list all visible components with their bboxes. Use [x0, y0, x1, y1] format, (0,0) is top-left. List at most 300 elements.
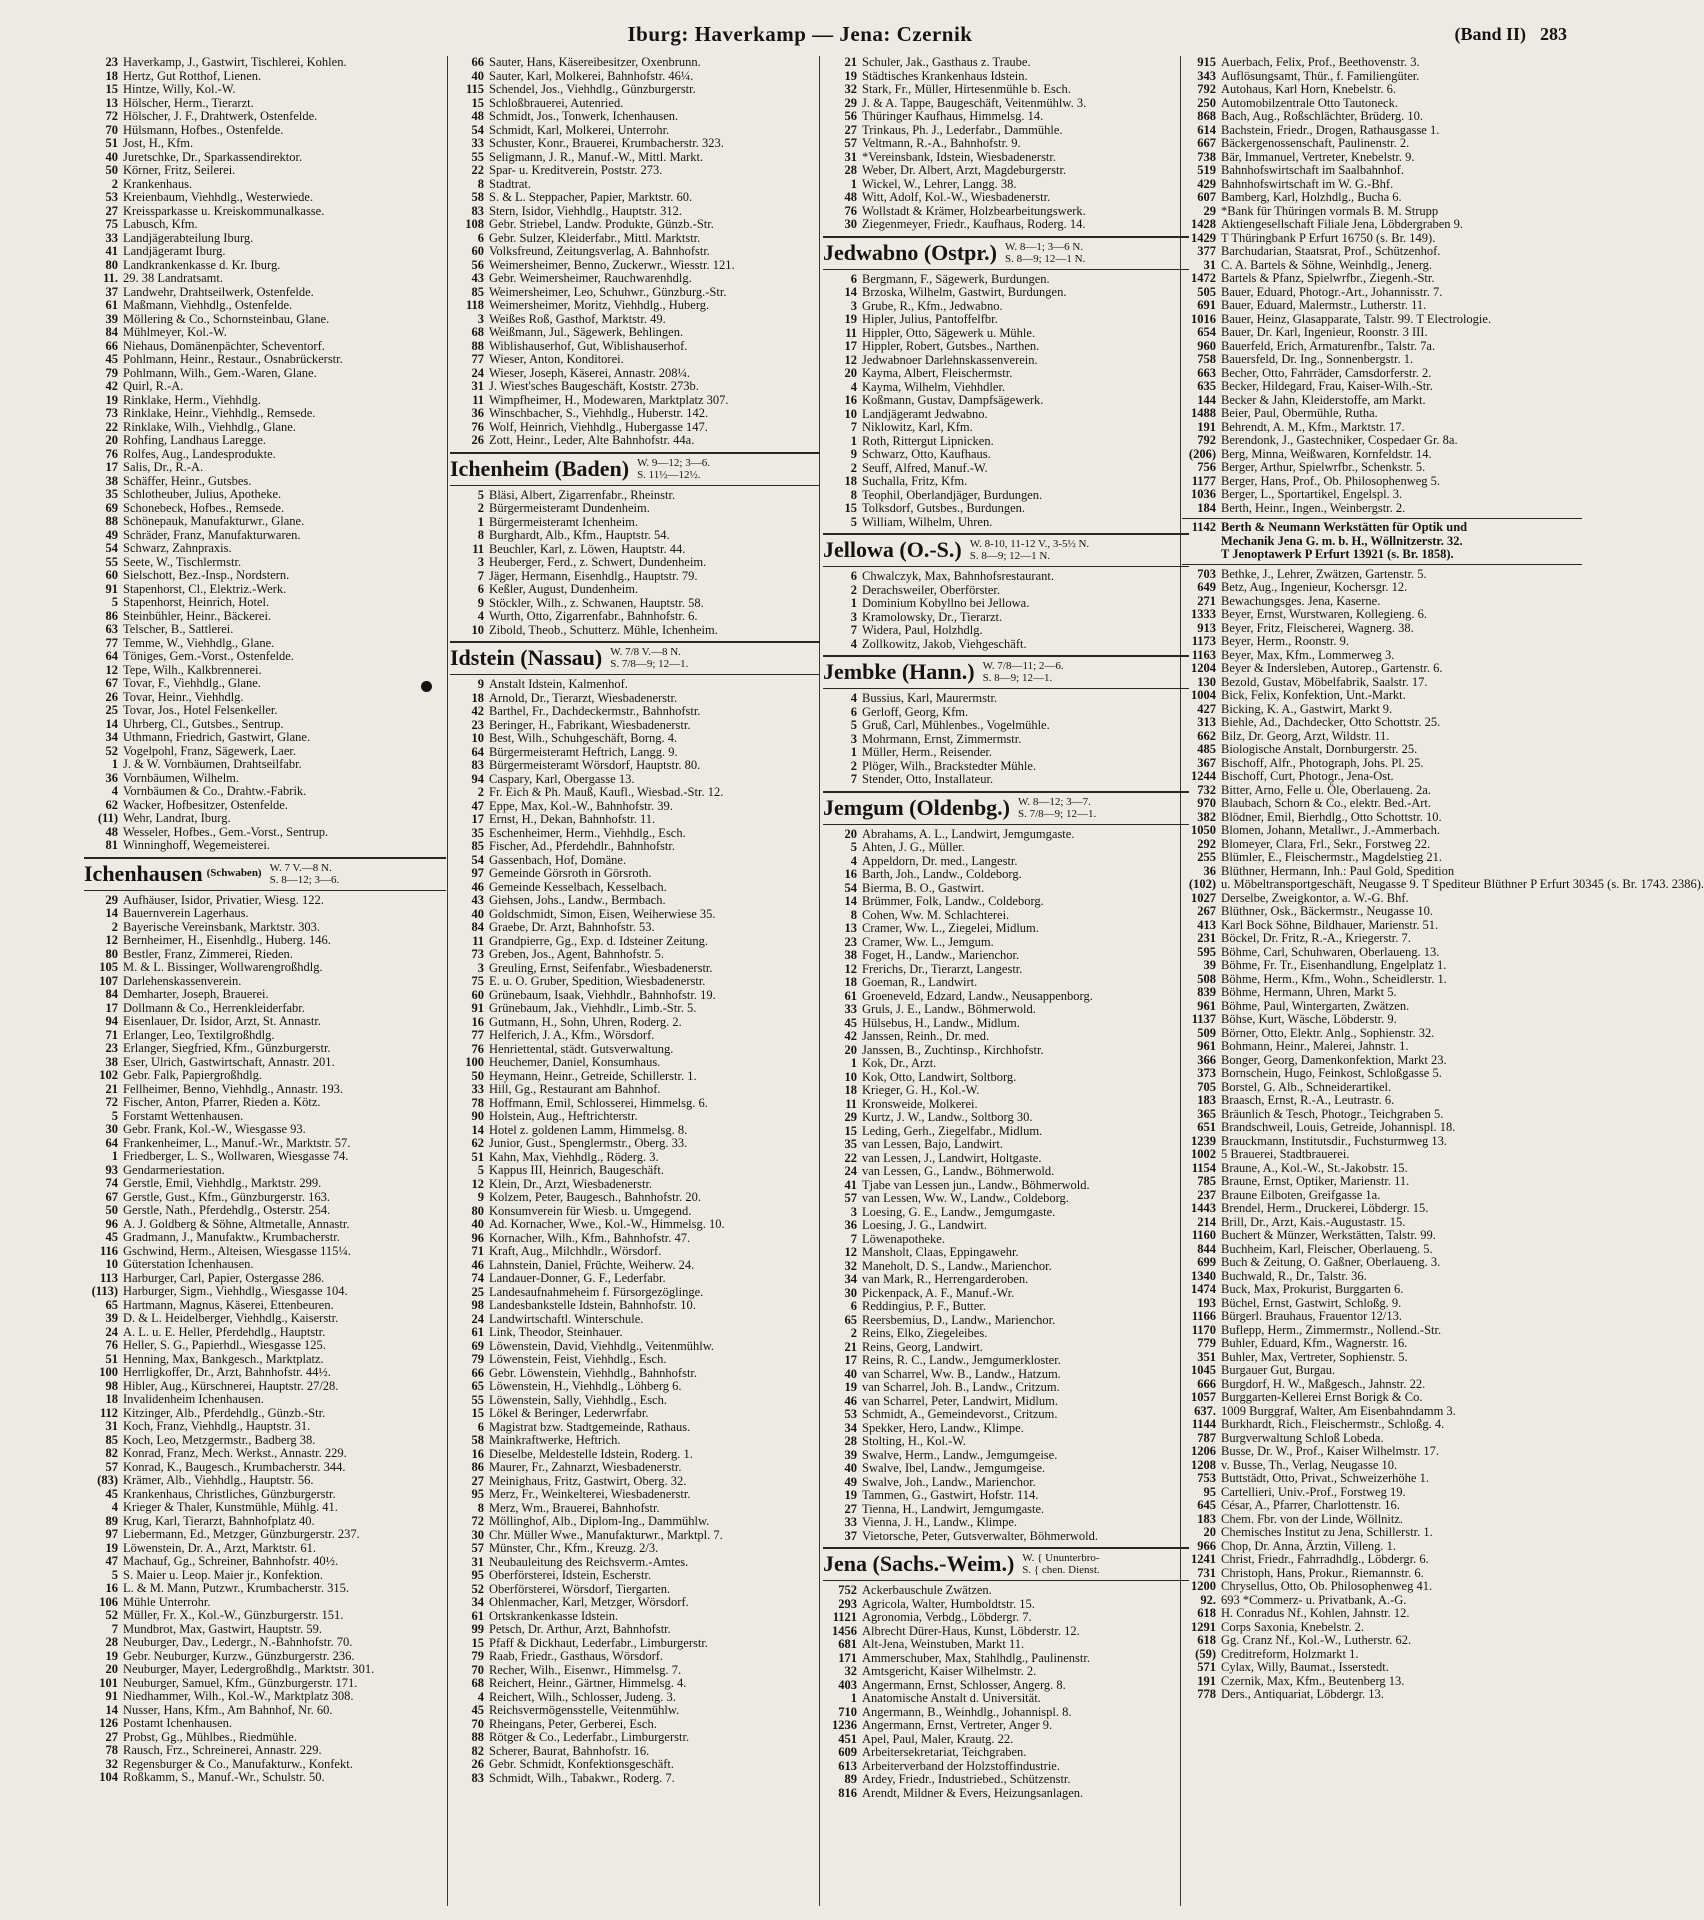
directory-entry — [1182, 1297, 1582, 1311]
phone-number: 35 — [105, 487, 118, 501]
entry-text: Hölscher, J. F., Drahtwerk, Ostenfelde. — [123, 109, 318, 123]
phone-number: 20 — [1203, 1525, 1216, 1539]
entry-text: Seuff, Alfred, Manuf.-W. — [862, 460, 988, 475]
phone-number: 11 — [845, 1096, 857, 1111]
entry-text: Hotel z. goldenen Lamm, Himmelsg. 8. — [489, 1122, 688, 1137]
phone-number: 15 — [471, 1635, 484, 1650]
entry-text: Anatomische Anstalt d. Universität. — [862, 1691, 1041, 1705]
entry-text: Zollkowitz, Jakob, Viehgeschäft. — [862, 636, 1027, 651]
phone-number: 2 — [850, 758, 857, 773]
entry-text: Zibold, Theob., Schutterz. Mühle, Ichenheim. — [489, 622, 718, 637]
directory-entry — [84, 704, 446, 718]
directory-entry — [1182, 1580, 1582, 1594]
entry-text: William, Wilhelm, Uhren. — [862, 514, 993, 529]
entry-text: Konsumverein für Wiesb. u. Umgegend. — [489, 1203, 692, 1218]
directory-entry — [84, 151, 446, 165]
directory-entry — [1182, 191, 1582, 205]
place-name: Ichenheim (Baden) — [450, 455, 630, 481]
entry-text: Henriettental, städt. Gutsverwaltung. — [489, 1041, 674, 1056]
entry-text: Burghardt, Alb., Kfm., Hauptstr. 54. — [489, 528, 670, 542]
entry-text: Pohlmann, Heinr., Restaur., Osnabrückerstr. — [123, 352, 343, 366]
directory-entry — [84, 718, 446, 732]
directory-entry — [84, 1393, 446, 1407]
phone-number: 71 — [471, 1244, 484, 1258]
entry-text: *Bank für Thüringen vormals B. M. Strupp — [1221, 203, 1439, 218]
phone-number: 52 — [105, 743, 118, 758]
phone-number: 413 — [1197, 917, 1216, 932]
entry-text: Wieser, Anton, Konditorei. — [489, 352, 624, 366]
directory-entry — [450, 1556, 820, 1570]
directory-entry — [84, 650, 446, 664]
directory-entry — [823, 1273, 1189, 1287]
directory-entry — [450, 1434, 820, 1448]
phone-number: 343 — [1197, 68, 1216, 83]
phone-number: 19 — [844, 1488, 857, 1502]
directory-entry — [1182, 1229, 1582, 1243]
phone-number: 756 — [1197, 460, 1216, 474]
phone-number: 26 — [471, 1757, 484, 1771]
entry-text: Roßkamm, S., Manuf.-Wr., Schulstr. 50. — [123, 1770, 325, 1784]
phone-number: 92. — [1200, 1592, 1216, 1607]
entry-text: Mansholt, Claas, Eppingawehr. — [862, 1245, 1019, 1259]
directory-entry — [1182, 919, 1582, 933]
entry-text: Wiblishauserhof, Gut, Wiblishauserhof. — [489, 338, 688, 353]
phone-number: 2 — [477, 785, 484, 799]
entry-text: Giehsen, Johs., Landw., Bermbach. — [489, 893, 666, 907]
phone-number: 9 — [850, 447, 857, 461]
directory-entry — [84, 461, 446, 475]
directory-entry — [1182, 1472, 1582, 1486]
phone-number: 1160 — [1191, 1228, 1216, 1242]
column-rule — [447, 56, 448, 1906]
entry-text: J. Wiest'sches Baugeschäft, Koststr. 273b. — [489, 379, 699, 393]
entry-text: Chemisches Institut zu Jena, Schillerstr. 1. — [1221, 1525, 1433, 1539]
entry-text: 5 Brauerei, Stadtbrauerei. — [1221, 1147, 1350, 1161]
directory-entry — [450, 1448, 820, 1462]
entry-text: Invalidenheim Ichenhausen. — [123, 1392, 264, 1406]
entry-text: Barth, Joh., Landw., Coldeborg. — [862, 867, 1022, 881]
entry-text: Hölscher, Herm., Tierarzt. — [123, 95, 254, 110]
phone-number: 1173 — [1191, 634, 1216, 648]
phone-number: 5 — [850, 840, 857, 854]
directory-entry — [823, 1462, 1189, 1476]
directory-entry — [84, 948, 446, 962]
entry-text: Gruß, Carl, Mühlenbes., Vogelmühle. — [862, 718, 1050, 732]
entry-text: van Lessen, Ww. W., Landw., Coldeborg. — [862, 1191, 1069, 1205]
entry-text: Gebr. Striebel, Landw. Produkte, Günzb.-Str. — [489, 217, 714, 231]
entry-text: Kahn, Max, Viehhdlg., Röderg. 3. — [489, 1149, 659, 1164]
entry-text: Gemeinde Kesselbach, Kesselbach. — [489, 879, 667, 894]
directory-entry — [1182, 851, 1582, 865]
entry-text: Rinklake, Heinr., Viehhdlg., Remsede. — [123, 406, 316, 420]
hours-sunday: S. 8—12; 3—6. — [269, 873, 340, 886]
directory-entry — [450, 1016, 820, 1030]
entry-text: Heuchemer, Daniel, Konsumhaus. — [489, 1055, 661, 1069]
entry-text: Harburger, Sigm., Viehhdlg., Wiesgasse 104. — [123, 1284, 348, 1298]
directory-entry — [1182, 730, 1582, 744]
entry-text: Chem. Fbr. von der Linde, Wöllnitz. — [1221, 1511, 1404, 1526]
entry-text: T Thüringbank P Erfurt 16750 (s. Br. 149). — [1221, 230, 1436, 245]
directory-entry — [1182, 1108, 1582, 1122]
phone-number: 55 — [471, 149, 484, 164]
entry-text: Bürgermeisteramt Wörsdorf, Hauptstr. 80. — [489, 758, 701, 772]
entry-text: Probst, Gg., Mühlbes., Riedmühle. — [123, 1729, 297, 1744]
directory-entry — [823, 1017, 1189, 1031]
directory-entry — [823, 773, 1189, 787]
entry-text: Buttstädt, Otto, Privat., Schweizerhöhe 1. — [1221, 1471, 1429, 1485]
directory-entry — [823, 624, 1189, 638]
section-header-jembke — [823, 655, 1189, 689]
directory-entry — [450, 1083, 820, 1097]
entry-text: H. Conradus Nf., Kohlen, Jahnstr. 12. — [1221, 1606, 1410, 1620]
phone-number: 6 — [477, 230, 484, 245]
entry-text: Maßmann, Viehhdlg., Ostenfelde. — [123, 298, 293, 312]
phone-number: 913 — [1197, 620, 1216, 635]
hours-weekday: W. 8—1; 3—6 N. — [1005, 240, 1084, 253]
entry-text: Kraft, Aug., Milchhdlr., Wörsdorf. — [489, 1244, 662, 1258]
directory-entry — [84, 191, 446, 205]
entry-text: Gruls, J. E., Landw., Böhmerwold. — [862, 1002, 1036, 1016]
directory-entry — [450, 272, 820, 286]
directory-entry — [1182, 1621, 1582, 1635]
phone-number: 82 — [471, 1743, 484, 1758]
entry-text: Rheingans, Peter, Gerberei, Esch. — [489, 1716, 657, 1731]
entry-text: Tienna, H., Landwirt, Jemgumgaste. — [862, 1501, 1045, 1516]
directory-entry — [823, 1652, 1189, 1666]
entry-text: Postamt Ichenhausen. — [123, 1716, 233, 1730]
directory-entry — [823, 1530, 1189, 1544]
phone-number: 26 — [471, 433, 484, 447]
phone-number: 1170 — [1191, 1322, 1216, 1337]
directory-entry — [1182, 622, 1582, 636]
phone-number: 116 — [99, 1243, 118, 1258]
directory-entry — [823, 408, 1189, 422]
entry-text: Schwarz, Zahnpraxis. — [123, 541, 232, 555]
phone-number: 73 — [471, 947, 484, 961]
phone-number: 51 — [105, 1351, 118, 1366]
directory-entry — [823, 124, 1189, 138]
directory-entry — [450, 1664, 820, 1678]
directory-entry — [450, 1151, 820, 1165]
entry-text: Dollmann & Co., Herrenkleiderfabr. — [123, 1000, 305, 1015]
directory-entry — [1182, 394, 1582, 408]
phone-number: 71 — [105, 1027, 118, 1042]
phone-number: 966 — [1197, 1538, 1216, 1553]
phone-number: 17 — [844, 339, 857, 353]
directory-entry — [84, 1123, 446, 1137]
entry-text: 693 *Commerz- u. Privatbank, A.-G. — [1221, 1592, 1407, 1607]
directory-entry — [823, 354, 1189, 368]
directory-entry — [1182, 1027, 1582, 1041]
directory-entry — [450, 1421, 820, 1435]
entry-text: Koßmann, Gustav, Dampfsägewerk. — [862, 393, 1044, 407]
phone-number: 54 — [844, 880, 857, 895]
directory-entry — [84, 1569, 446, 1583]
entry-text: Fellheimer, Benno, Viehhdlg., Annastr. 193. — [123, 1081, 344, 1096]
hours-sunday: S. 7/8—9; 12—1. — [610, 658, 689, 670]
phone-number: 45 — [471, 1703, 484, 1717]
entry-text: Beyer, Fritz, Fleischerei, Wagnerg. 38. — [1221, 620, 1414, 635]
phone-number: 1163 — [1191, 647, 1216, 662]
phone-number: 33 — [471, 1082, 484, 1096]
entry-text: Körner, Fritz, Seilerei. — [123, 163, 236, 177]
phone-number: 1 — [477, 514, 484, 529]
entry-text: Gebr. Löwenstein, Viehhdlg., Bahnhofstr. — [489, 1365, 698, 1380]
column-3 — [823, 56, 1189, 1906]
entry-text — [1221, 521, 1467, 562]
entry-text: Fischer, Anton, Pfarrer, Rieden a. Kötz. — [123, 1095, 321, 1109]
entry-text: Swalve, Joh., Landw., Marienchor. — [862, 1474, 1036, 1489]
entry-text: Spar- u. Kreditverein, Poststr. 273. — [489, 163, 663, 177]
directory-entry — [84, 1366, 446, 1380]
phone-number: 113 — [99, 1270, 118, 1285]
running-title: Iburg: Haverkamp — Jena: Czernik — [627, 22, 973, 46]
entry-text: Temme, W., Viehhdlg., Glane. — [123, 635, 275, 650]
phone-number: 6 — [477, 1419, 484, 1434]
directory-entry — [823, 137, 1189, 151]
entry-text: Bergmann, F., Sägewerk, Burdungen. — [862, 271, 1050, 286]
entry-text: Oberförsterei, Idstein, Escherstr. — [489, 1568, 652, 1582]
directory-entry — [823, 83, 1189, 97]
directory-entry — [823, 1746, 1189, 1760]
phone-number: 4 — [850, 636, 857, 651]
phone-number: 17 — [844, 1353, 857, 1367]
entry-text: Eppe, Max, Kol.-W., Bahnhofstr. 39. — [489, 798, 673, 813]
directory-entry — [823, 1719, 1189, 1733]
entry-text: Cramer, Ww. L., Jemgum. — [862, 934, 994, 949]
entry-text: Buhler, Max, Vertreter, Sophienstr. 5. — [1221, 1349, 1408, 1364]
directory-entry — [450, 83, 820, 97]
phone-number: 58 — [471, 1433, 484, 1447]
phone-number: 1239 — [1191, 1133, 1216, 1148]
phone-number: 53 — [105, 190, 118, 204]
phone-number: 6 — [477, 582, 484, 596]
phone-number: 382 — [1197, 809, 1216, 824]
directory-entry — [1182, 232, 1582, 246]
entry-text: Tovar, Jos., Hotel Felsenkeller. — [123, 703, 278, 717]
entry-text: Wimpfheimer, H., Modewaren, Marktplatz 307. — [489, 392, 729, 407]
directory-entry — [1182, 286, 1582, 300]
phone-number: 1208 — [1191, 1457, 1216, 1472]
phone-number: 614 — [1197, 122, 1216, 137]
directory-entry — [450, 259, 820, 273]
phone-number: 78 — [105, 1743, 118, 1757]
entry-text: Büchel, Ernst, Gastwirt, Schloßg. 9. — [1221, 1295, 1402, 1310]
entry-text: Müller, Herm., Reisender. — [862, 745, 993, 759]
entry-text: Vienna, J. H., Landw., Klimpe. — [862, 1515, 1018, 1529]
entry-text: Biehle, Ad., Dachdecker, Otto Schottstr. 25. — [1221, 715, 1441, 729]
directory-entry — [84, 475, 446, 489]
phone-number: 2 — [111, 919, 118, 934]
directory-entry — [1182, 797, 1582, 811]
directory-entry — [1182, 1283, 1582, 1297]
entry-text: Gebr. Weimersheimer, Rauchwarenhdlg. — [489, 271, 692, 285]
directory-entry — [450, 1178, 820, 1192]
phone-number: 30 — [844, 1285, 857, 1300]
entry-text: Landauer-Donner, G. F., Lederfabr. — [489, 1271, 666, 1285]
directory-entry — [84, 1623, 446, 1637]
phone-number: 64 — [105, 1135, 118, 1150]
entry-text: Wollstadt & Krämer, Holzbearbeitungswerk. — [862, 203, 1086, 218]
directory-entry — [823, 191, 1189, 205]
phone-number: 1204 — [1191, 661, 1216, 675]
phone-number: 351 — [1197, 1349, 1216, 1364]
directory-entry — [823, 976, 1189, 990]
phone-number: 32 — [844, 82, 857, 96]
directory-entry — [1182, 1675, 1582, 1689]
phone-number: 95 — [1203, 1484, 1216, 1499]
phone-number: 1291 — [1191, 1619, 1216, 1634]
entry-text: Kreissparkasse u. Kreiskommunalkasse. — [123, 203, 325, 218]
directory-entry — [1182, 137, 1582, 151]
directory-entry — [84, 1218, 446, 1232]
directory-entry — [84, 1596, 446, 1610]
directory-entry — [450, 1515, 820, 1529]
entry-text: Becker, Hildegard, Frau, Kaiser-Wilh.-Str. — [1221, 379, 1433, 393]
directory-entry — [823, 1665, 1189, 1679]
phone-number: 91 — [471, 1001, 484, 1015]
directory-entry — [1182, 676, 1582, 690]
phone-number: 15 — [844, 1123, 857, 1138]
entry-text: Jäger, Hermann, Eisenhdlg., Hauptstr. 79. — [489, 568, 698, 583]
phone-number: 76 — [471, 1041, 484, 1056]
phone-number: 654 — [1197, 325, 1216, 339]
entry-text: Löwenapotheke. — [862, 1231, 945, 1246]
section-header-jemgum — [823, 791, 1189, 825]
directory-entry — [1182, 784, 1582, 798]
entry-text: Bauer, Heinz, Glasapparate, Talstr. 99. T Electrologie. — [1221, 311, 1492, 326]
entry-text: Rötger & Co., Lederfabr., Limburgerstr. — [489, 1730, 690, 1744]
phone-number: 60 — [105, 568, 118, 582]
entry-text: Hintze, Willy, Kol.-W. — [123, 82, 236, 96]
phone-number: 609 — [838, 1745, 857, 1759]
directory-entry — [1182, 1553, 1582, 1567]
phone-number: 5 — [850, 514, 857, 529]
entry-text: Blomeyer, Clara, Frl., Sekr., Forstweg 22. — [1221, 836, 1431, 851]
office-hours — [637, 457, 710, 481]
phone-number: 37 — [844, 1528, 857, 1543]
entry-text: Bilz, Dr. Georg, Arzt, Wildstr. 11. — [1221, 728, 1390, 743]
directory-entry — [84, 97, 446, 111]
phone-number: 15 — [471, 95, 484, 110]
phone-number: 10 — [105, 1257, 118, 1271]
directory-entry — [84, 1326, 446, 1340]
phone-number: 4 — [850, 379, 857, 394]
phone-number: 40 — [471, 68, 484, 83]
directory-entry — [84, 1677, 446, 1691]
phone-number: 42 — [471, 704, 484, 718]
phone-number: 56 — [844, 109, 857, 123]
directory-entry — [1182, 757, 1582, 771]
directory-entry — [450, 1623, 820, 1637]
entry-text: Janssen, B., Zuchtinsp., Kirchhofstr. — [862, 1042, 1044, 1057]
directory-entry — [823, 1584, 1189, 1598]
directory-entry — [84, 1407, 446, 1421]
directory-entry — [450, 1394, 820, 1408]
directory-entry — [823, 1611, 1189, 1625]
phone-number: 58 — [471, 190, 484, 204]
entry-text: Ackerbauschule Zwätzen. — [862, 1583, 992, 1597]
entry-text: Bayerische Vereinsbank, Marktstr. 303. — [123, 919, 320, 934]
entry-text: Bitter, Arno, Felle u. Öle, Oberlaueng. 2a. — [1221, 782, 1431, 797]
entry-text: Busse, Dr. W., Prof., Kaiser Wilhelmstr. 17. — [1221, 1444, 1440, 1458]
phone-number: 60 — [471, 244, 484, 258]
phone-number: 1036 — [1191, 487, 1216, 501]
phone-number: 93 — [105, 1162, 118, 1177]
directory-entry — [823, 597, 1189, 611]
place-name: Jedwabno (Ostpr.) — [823, 239, 997, 265]
phone-number: 77 — [471, 1028, 484, 1042]
entry-text: Pfaff & Dickhaut, Lederfabr., Limburgerstr. — [489, 1635, 708, 1650]
phone-number: 29 — [844, 1110, 857, 1124]
directory-entry — [84, 1137, 446, 1151]
directory-entry — [823, 1084, 1189, 1098]
directory-entry — [84, 1636, 446, 1650]
phone-number: 55 — [471, 1392, 484, 1407]
phone-number: 94 — [471, 771, 484, 786]
entry-text: Schuster, Konr., Brauerei, Krumbacherstr. 323. — [489, 136, 724, 150]
phone-number: 1488 — [1191, 406, 1216, 420]
phone-number: 41 — [844, 1177, 857, 1192]
phone-number: 792 — [1197, 82, 1216, 96]
entry-text: Arbeiterverband der Holzstoffindustrie. — [862, 1758, 1060, 1773]
entry-text: Berger, Arthur, Spielwrfbr., Schenkstr. 5. — [1221, 460, 1426, 474]
directory-entry — [1182, 973, 1582, 987]
directory-entry — [1182, 716, 1582, 730]
directory-entry — [84, 394, 446, 408]
entry-text: Niedhammer, Wilh., Kol.-W., Marktplatz 308. — [123, 1689, 354, 1703]
phone-number: 43 — [471, 893, 484, 907]
directory-entry — [84, 961, 446, 975]
entry-text: Reddingius, P. F., Butter. — [862, 1299, 987, 1313]
directory-entry — [823, 1787, 1189, 1801]
directory-entry — [823, 435, 1189, 449]
directory-entry — [84, 488, 446, 502]
directory-entry — [450, 1191, 820, 1205]
hours-weekday: W. 7/8—11; 2—6. — [982, 660, 1064, 672]
directory-entry — [1182, 824, 1582, 838]
entry-text: Buhler, Eduard, Kfm., Wagnerstr. 16. — [1221, 1336, 1408, 1350]
directory-entry — [823, 381, 1189, 395]
phone-number: 97 — [471, 866, 484, 880]
phone-number: 3 — [477, 960, 484, 975]
directory-entry — [84, 1150, 446, 1164]
office-hours — [1018, 796, 1096, 820]
directory-entry — [84, 1245, 446, 1259]
entry-text: Landjägeramt Iburg. — [123, 244, 226, 258]
entry-text: Mühle Unterrohr. — [123, 1594, 211, 1609]
phone-number: 366 — [1197, 1052, 1216, 1067]
directory-entry — [84, 1096, 446, 1110]
directory-entry — [84, 556, 446, 570]
phone-number: 32 — [844, 1258, 857, 1273]
phone-number: 74 — [105, 1176, 118, 1190]
entry-text: Neubauleitung des Reichsverm.-Amtes. — [489, 1554, 689, 1569]
phone-number: 43 — [471, 271, 484, 285]
directory-entry — [84, 1204, 446, 1218]
entry-text: Buflepp, Herm., Zimmermstr., Nollend.-Str. — [1221, 1322, 1442, 1337]
phone-number: 20 — [844, 826, 857, 841]
phone-number: 16 — [105, 1581, 118, 1595]
phone-number: 250 — [1197, 95, 1216, 110]
directory-entry — [823, 692, 1189, 706]
entry-text: J. & A. Tappe, Baugeschäft, Veitenmühlw. 3. — [862, 95, 1087, 110]
phone-number: 86 — [105, 608, 118, 623]
entry-text: Gebr. Sulzer, Kleiderfabr., Mittl. Marktstr. — [489, 230, 701, 245]
directory-entry — [84, 1488, 446, 1502]
section-header-ichenheim — [450, 452, 820, 486]
directory-entry — [1182, 1148, 1582, 1162]
